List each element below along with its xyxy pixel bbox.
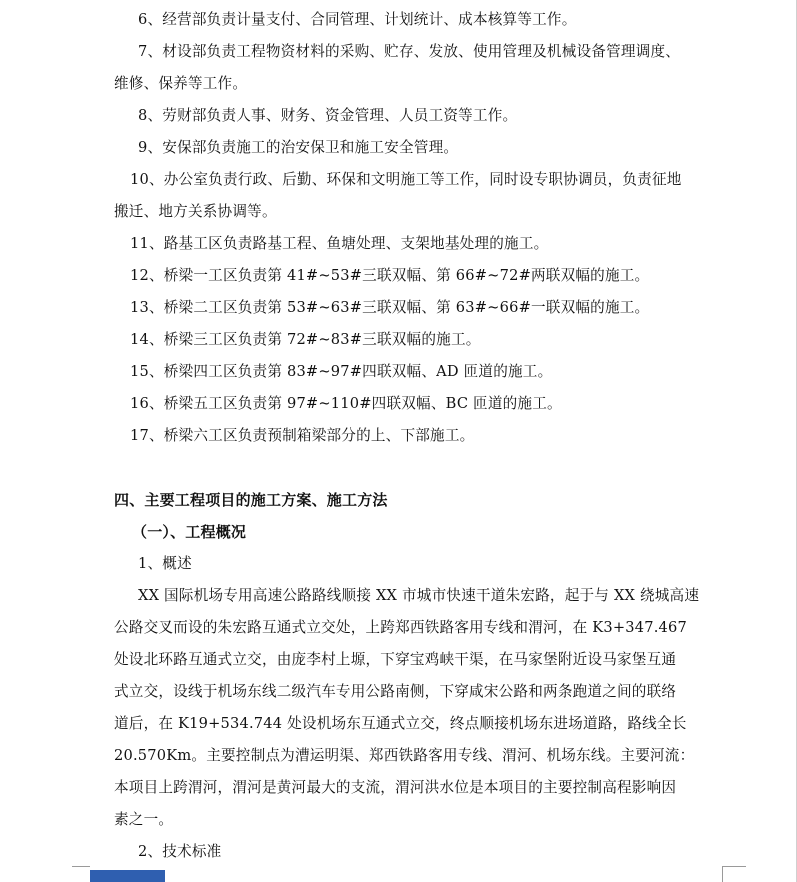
section-subheading: （一）、工程概况	[132, 523, 247, 541]
list-item-11: 11、路基工区负责路基工程、鱼塘处理、支架地基处理的施工。	[130, 235, 549, 252]
section-heading: 四、主要工程项目的施工方案、施工方法	[114, 491, 388, 509]
paragraph-line: 公路交叉而设的朱宏路互通式立交处，上跨郑西铁路客用专线和渭河，在 K3+347.467	[114, 619, 688, 636]
list-item-8: 8、劳财部负责人事、财务、资金管理、人员工资等工作。	[138, 107, 518, 124]
list-item-17: 17、桥梁六工区负责预制箱梁部分的上、下部施工。	[130, 427, 475, 444]
paragraph-line: 式立交，设线于机场东线二级汽车专用公路南侧，下穿咸宋公路和两条跑道之间的联络	[114, 683, 677, 700]
paragraph-line: 本项目上跨渭河，渭河是黄河最大的支流，渭河洪水位是本项目的主要控制高程影响因	[114, 779, 677, 796]
list-item-14: 14、桥梁三工区负责第 72#~83#三联双幅的施工。	[130, 331, 481, 348]
list-item-7-line2: 维修、保养等工作。	[114, 75, 248, 92]
list-item-12: 12、桥梁一工区负责第 41#~53#三联双幅、第 66#~72#两联双幅的施工。	[130, 267, 650, 284]
paragraph-line: 处设北环路互通式立交，由庞李村上塬，下穿宝鸡峡干渠，在马家堡附近设马家堡互通	[114, 651, 677, 668]
paragraph-line: 道后，在 K19+534.744 处设机场东互通式立交，终点顺接机场东进场道路，路线全长	[114, 715, 687, 732]
list-item-13: 13、桥梁二工区负责第 53#~63#三联双幅、第 63#~66#一联双幅的施工。	[130, 299, 650, 316]
item-1-overview: 1、概述	[138, 555, 192, 572]
page-corner-mark	[72, 866, 90, 867]
paragraph-line: 素之一。	[114, 811, 174, 828]
page-corner-mark	[722, 866, 746, 867]
list-item-6: 6、经营部负责计量支付、合同管理、计划统计、成本核算等工作。	[138, 11, 577, 28]
page-corner-mark	[722, 866, 723, 882]
list-item-15: 15、桥梁四工区负责第 83#~97#四联双幅、AD 匝道的施工。	[130, 363, 553, 380]
list-item-16: 16、桥梁五工区负责第 97#~110#四联双幅、BC 匝道的施工。	[130, 395, 562, 412]
list-item-10-line1: 10、办公室负责行政、后勤、环保和文明施工等工作，同时设专职协调员，负责征地	[130, 171, 682, 188]
paragraph-line: 20.570Km。主要控制点为漕运明渠、郑西铁路客用专线、渭河、机场东线。主要河流：	[114, 747, 695, 764]
item-2-technical-standards: 2、技术标准	[138, 843, 222, 860]
list-item-7-line1: 7、材设部负责工程物资材料的采购、贮存、发放、使用管理及机械设备管理调度、	[138, 43, 681, 60]
paragraph-line: XX 国际机场专用高速公路路线顺接 XX 市城市快速干道朱宏路，起于与 XX 绕城高速	[138, 587, 700, 604]
list-item-9: 9、安保部负责施工的治安保卫和施工安全管理。	[138, 139, 459, 156]
list-item-10-line2: 搬迁、地方关系协调等。	[114, 203, 277, 220]
selection-bar	[90, 870, 165, 882]
